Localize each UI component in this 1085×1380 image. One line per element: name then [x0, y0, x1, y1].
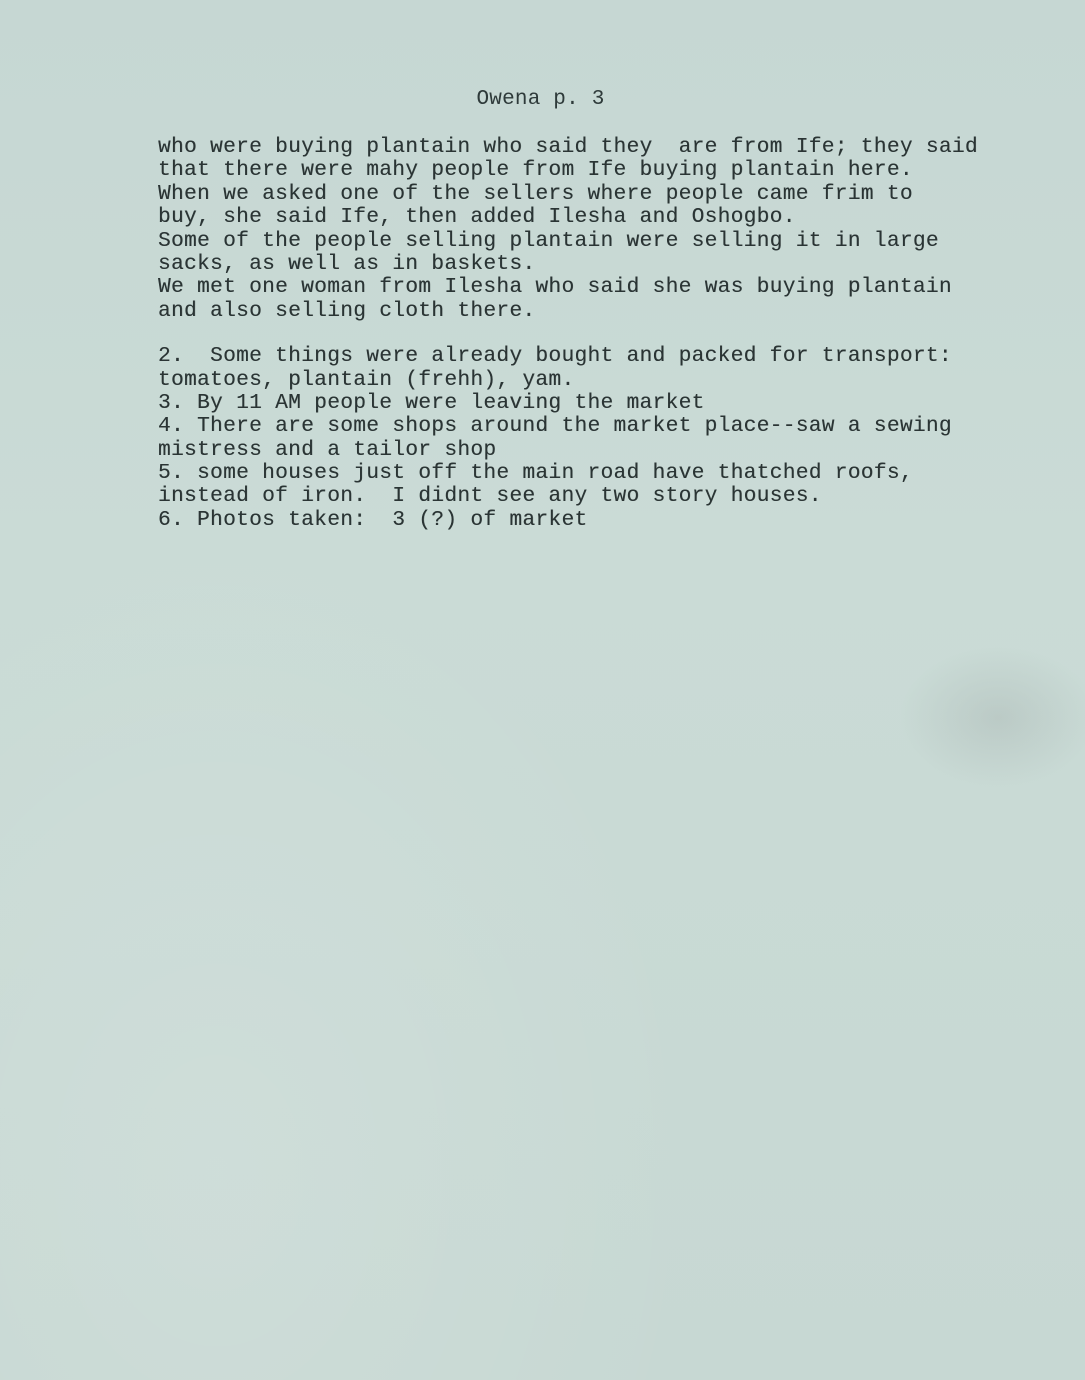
numbered-observations [158, 345, 1058, 532]
observation-item: 3. By 11 AM people were leaving the market [158, 390, 705, 415]
text-line: We met one woman from Ilesha who said she was buying plantain [158, 275, 952, 300]
text-line: mistress and a tailor shop [158, 437, 497, 462]
paragraph-market-buyers [158, 136, 1058, 323]
observation-item: 4. There are some shops around the market place--saw a sewing [158, 414, 952, 439]
text-line: sacks, as well as in baskets. [158, 251, 536, 276]
text-line: and also selling cloth there. [158, 298, 536, 323]
observation-item: 2. Some things were already bought and packed for transport: [158, 344, 952, 369]
text-line: Some of the people selling plantain were selling it in large [158, 228, 939, 253]
observation-item: 5. some houses just off the main road have thatched roofs, [158, 461, 913, 486]
page-title-text: Owena p. 3 [476, 88, 605, 111]
text-line: buy, she said Ife, then added Ilesha and Oshogbo. [158, 205, 796, 230]
paragraph-gap [158, 323, 1058, 345]
page-title [0, 88, 1085, 111]
typed-notes [158, 136, 1058, 532]
text-line: tomatoes, plantain (frehh), yam. [158, 367, 575, 392]
text-line: that there were mahy people from Ife buying plantain here. [158, 158, 913, 183]
text-line: When we asked one of the sellers where people came frim to [158, 181, 913, 206]
text-line: instead of iron. I didnt see any two story houses. [158, 484, 822, 509]
text-line: who were buying plantain who said they are from Ife; they said [158, 135, 978, 159]
observation-item: 6. Photos taken: 3 (?) of market [158, 507, 588, 532]
